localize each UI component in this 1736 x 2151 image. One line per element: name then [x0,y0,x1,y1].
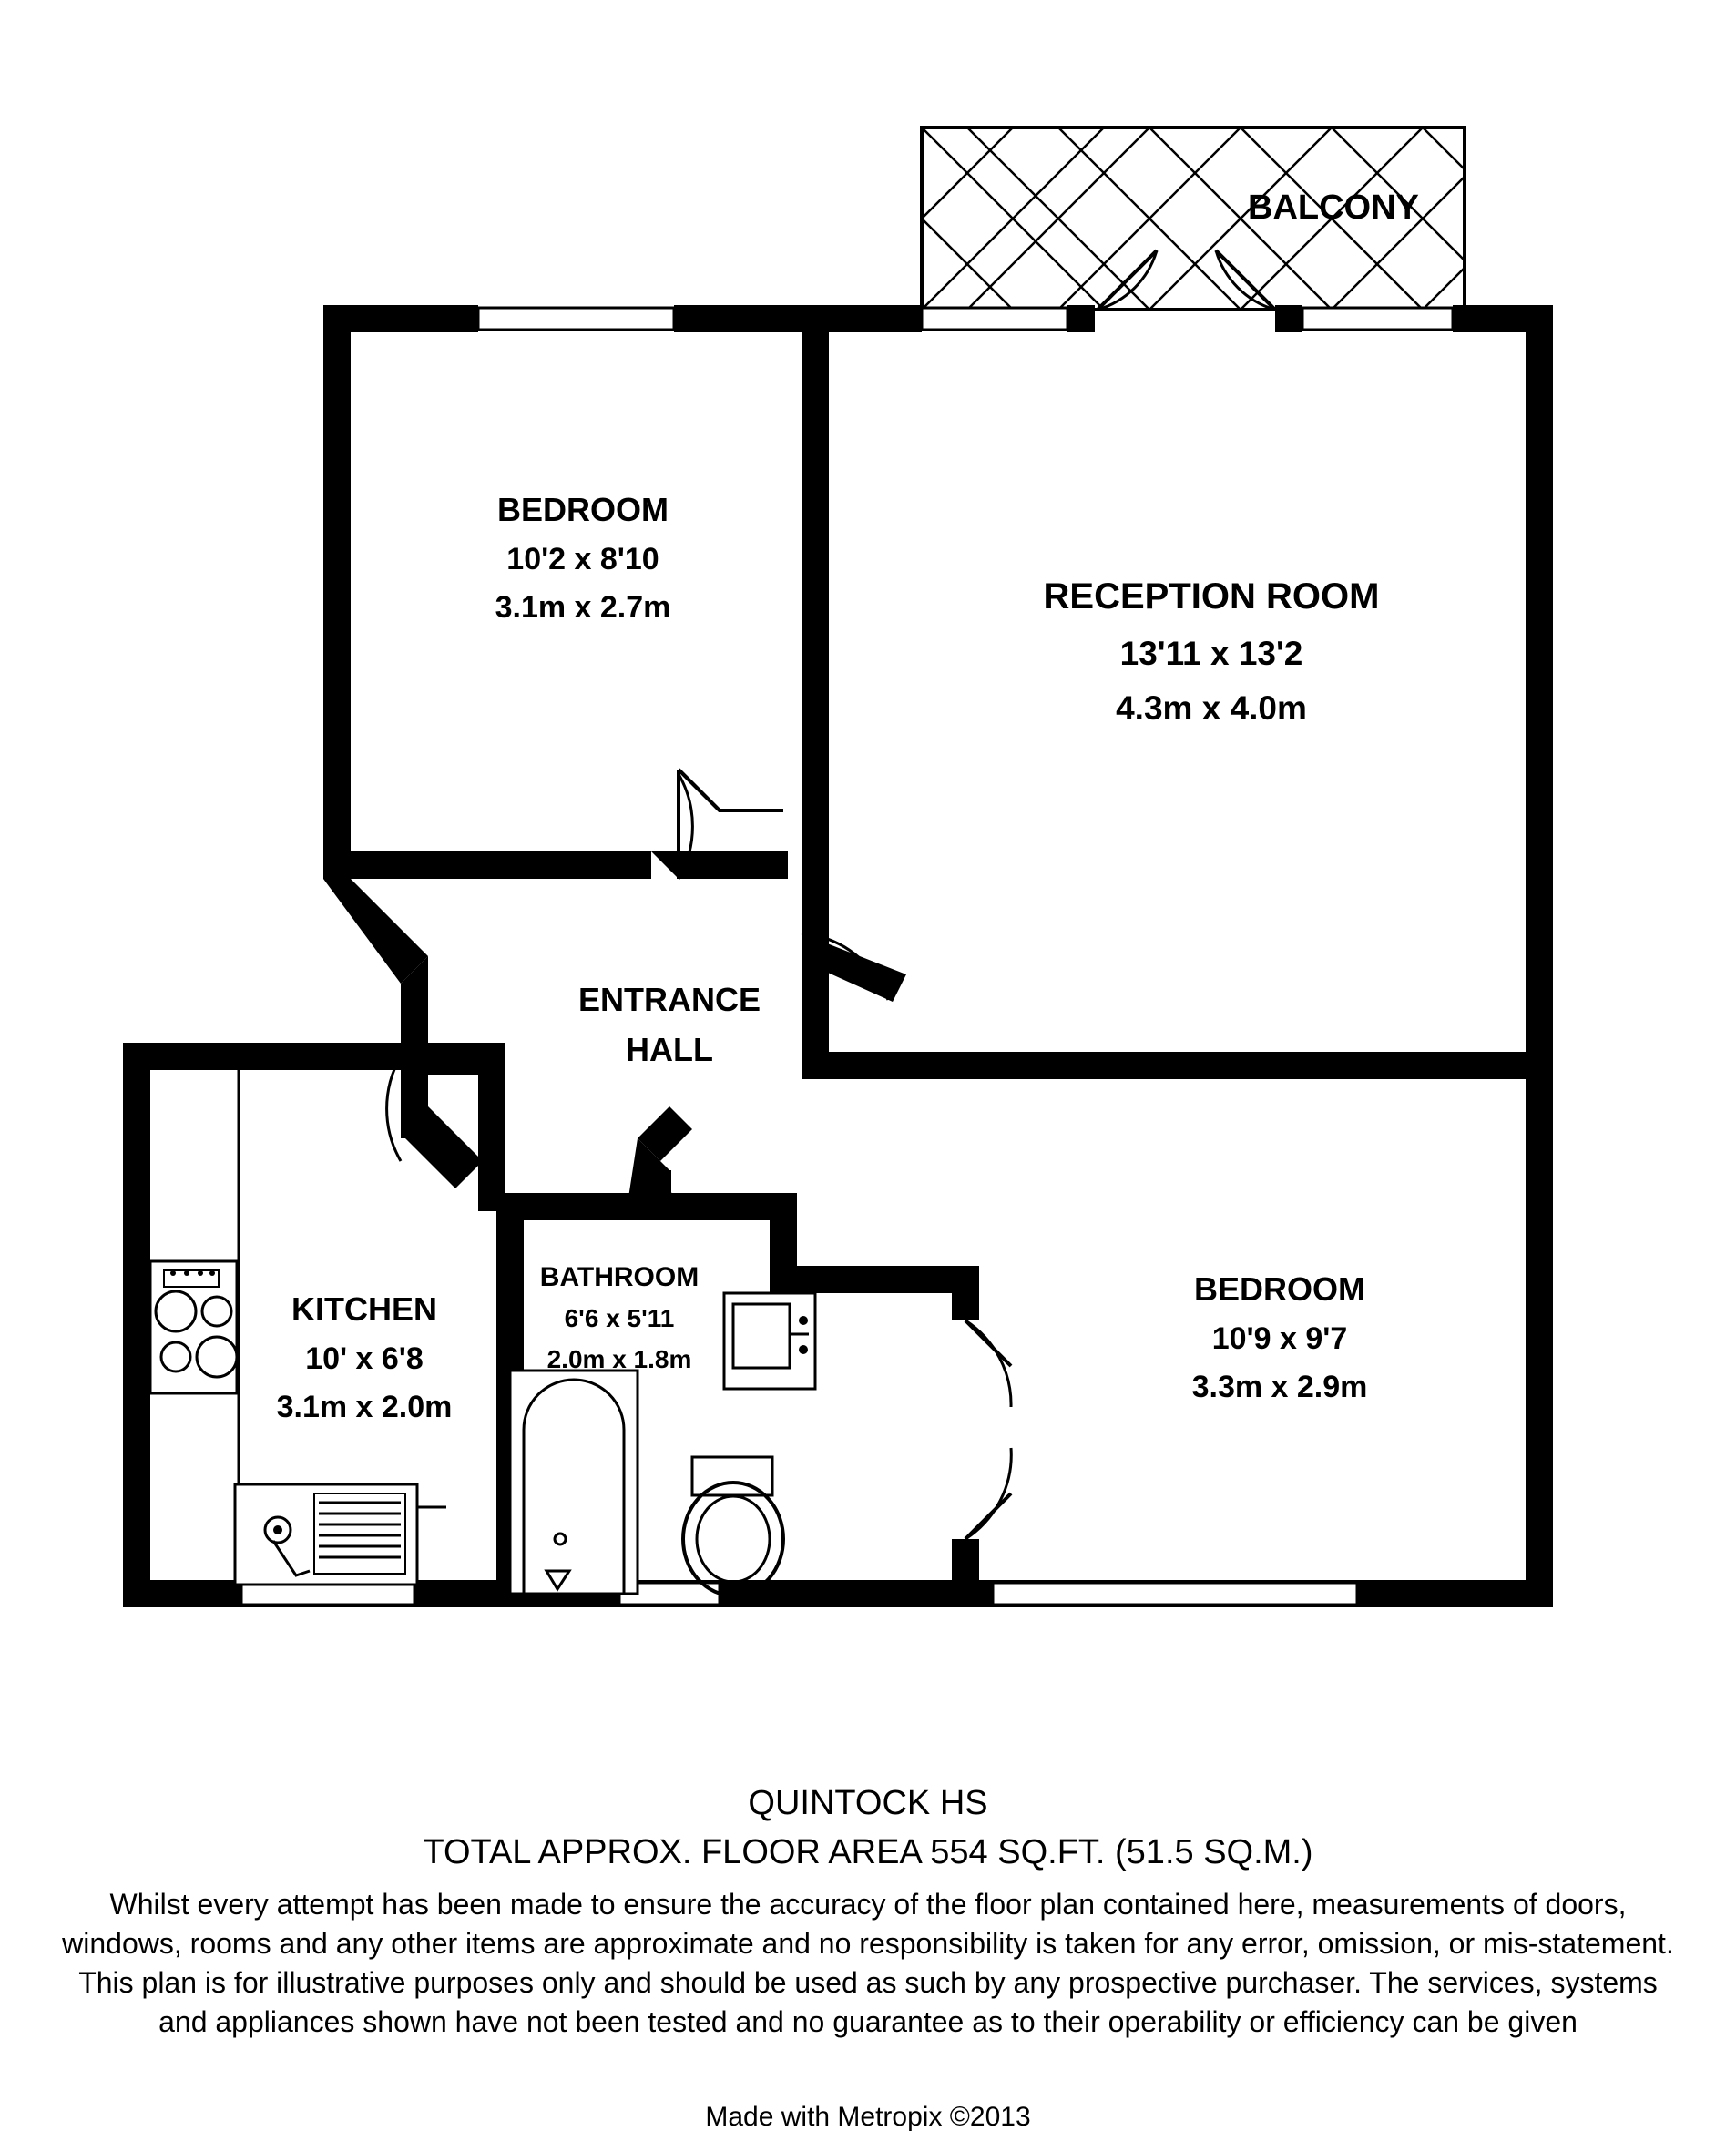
property-title: QUINTOCK HS [748,1784,988,1822]
bathroom-fittings [510,1293,815,1595]
bedroom-1-dims-imperial: 10'2 x 8'10 [506,542,659,576]
bedroom-2-name: BEDROOM [1194,1270,1365,1308]
kitchen-dims-metric: 3.1m x 2.0m [276,1390,453,1424]
total-floor-area: TOTAL APPROX. FLOOR AREA 554 SQ.FT. (51.5 SQ.M.) [423,1833,1313,1871]
hob-icon [150,1261,237,1393]
disclaimer-text: Whilst every attempt has been made to ensure the accuracy of the floor plan contained here, measurements of doors, windows, rooms and any other items are approximate and no responsibility is taken for any error, omission, or mis-statement. This plan is for illustrative purposes only and should be used as such by any prospective purchaser. The services, systems and appliances shown have not been tested and no guarantee as to their operability or efficiency can be given [62,1888,1674,2038]
bedroom-1-dims-metric: 3.1m x 2.7m [495,590,671,625]
entrance-hall-name-line1: ENTRANCE [577,981,761,1018]
bedroom-2-dims-imperial: 10'9 x 9'7 [1211,1321,1348,1356]
sink-icon [235,1484,417,1585]
reception-room-name: RECEPTION ROOM [1043,576,1380,617]
balcony-label: BALCONY [1248,189,1419,227]
footer [57,1784,1679,2132]
bath-icon [510,1371,638,1594]
reception-room-dims-imperial: 13'11 x 13'2 [1119,635,1303,672]
basin-icon [724,1293,815,1389]
kitchen-dims-imperial: 10' x 6'8 [305,1341,424,1376]
bathroom-name: BATHROOM [539,1262,700,1292]
entrance-hall-outline [679,770,783,810]
credit-text: Made with Metropix ©2013 [705,2102,1031,2132]
bathroom-dims-metric: 2.0m x 1.8m [546,1345,692,1373]
reception-room-dims-metric: 4.3m x 4.0m [1116,689,1307,727]
bathroom-dims-imperial: 6'6 x 5'11 [564,1304,675,1332]
bedroom-2-dims-metric: 3.3m x 2.9m [1191,1370,1368,1404]
bedroom-1-name: BEDROOM [497,491,669,528]
kitchen-name: KITCHEN [291,1290,437,1328]
toilet-icon [683,1457,783,1595]
balcony-area [922,127,1465,310]
entrance-hall-name-line2: HALL [626,1031,713,1068]
